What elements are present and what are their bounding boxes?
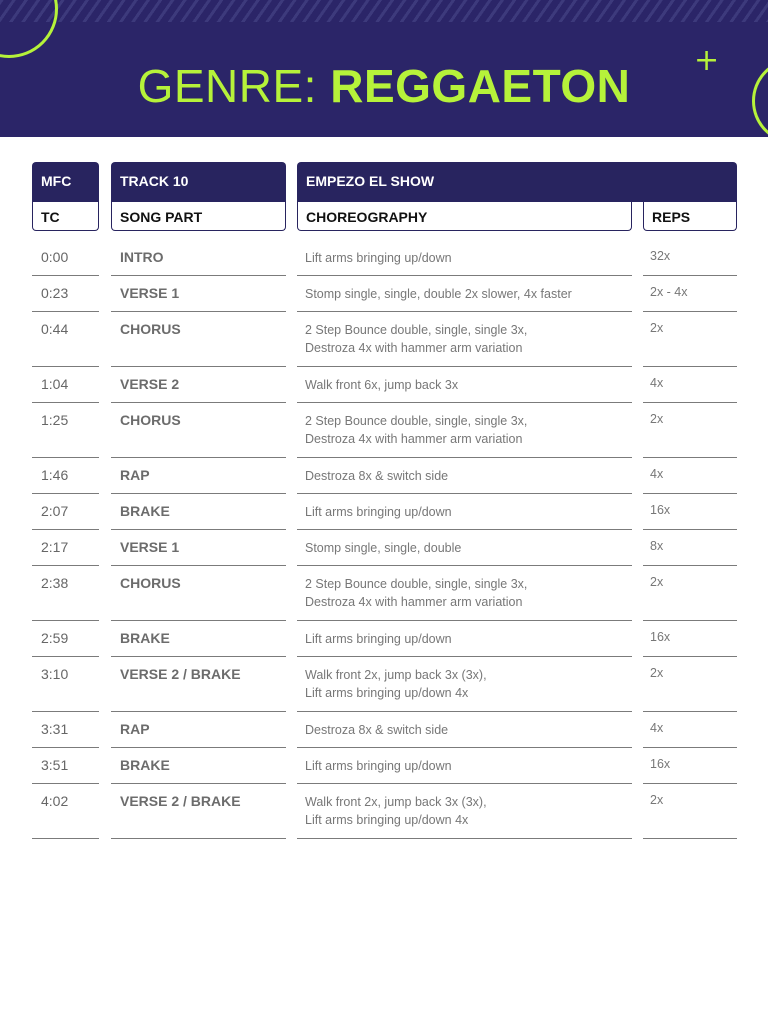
choreography-cell [297, 276, 632, 312]
track-header: TRACK 10 [111, 162, 286, 202]
page-title [0, 58, 768, 114]
reps-cell: 2x [643, 566, 737, 621]
table-row [0, 784, 768, 839]
table-row [0, 240, 768, 276]
reps-cell: 32x [643, 240, 737, 276]
choreography-cell [297, 621, 632, 657]
reps-cell: 2x - 4x [643, 276, 737, 312]
timecode-cell: 4:02 [32, 784, 99, 839]
reps-column-header: REPS [643, 202, 737, 231]
choreography-cell [297, 403, 632, 458]
choreography-cell [297, 458, 632, 494]
timecode-cell: 3:51 [32, 748, 99, 784]
choreography-line: Walk front 2x, jump back 3x (3x), [305, 795, 487, 809]
table-row [0, 530, 768, 566]
reps-cell: 16x [643, 748, 737, 784]
choreography-line: Destroza 8x & switch side [305, 469, 449, 483]
choreography-line: Lift arms bringing up/down [305, 632, 452, 646]
song-part-cell: BRAKE [111, 748, 286, 784]
choreography-line: Lift arms bringing up/down 4x [305, 686, 469, 700]
choreography-line: Walk front 2x, jump back 3x (3x), [305, 668, 487, 682]
reps-cell: 2x [643, 657, 737, 712]
timecode-cell: 2:17 [32, 530, 99, 566]
table-row [0, 748, 768, 784]
song-part-cell: VERSE 1 [111, 530, 286, 566]
choreography-cell [297, 566, 632, 621]
choreography-table [0, 240, 768, 839]
timecode-cell: 1:04 [32, 367, 99, 403]
timecode-cell: 2:59 [32, 621, 99, 657]
timecode-cell: 1:25 [32, 403, 99, 458]
timecode-cell: 0:44 [32, 312, 99, 367]
choreography-cell [297, 784, 632, 839]
table-row [0, 276, 768, 312]
song-part-cell: CHORUS [111, 312, 286, 367]
reps-cell: 16x [643, 621, 737, 657]
reps-cell: 2x [643, 312, 737, 367]
reps-cell: 4x [643, 712, 737, 748]
table-row [0, 657, 768, 712]
choreography-line: Destroza 4x with hammer arm variation [305, 595, 523, 609]
song-part-cell: CHORUS [111, 403, 286, 458]
title-prefix: GENRE: [137, 60, 331, 112]
choreography-cell [297, 494, 632, 530]
choreography-cell [297, 367, 632, 403]
table-row [0, 458, 768, 494]
table-row [0, 403, 768, 458]
tc-column-header: TC [32, 202, 99, 231]
choreography-line: Stomp single, single, double 2x slower, 4x faster [305, 287, 572, 301]
choreography-line: 2 Step Bounce double, single, single 3x, [305, 577, 528, 591]
choreography-line: Destroza 4x with hammer arm variation [305, 432, 523, 446]
choreography-line: Lift arms bringing up/down [305, 251, 452, 265]
circle-decoration-icon [0, 0, 58, 58]
choreography-line: 2 Step Bounce double, single, single 3x, [305, 414, 528, 428]
timecode-cell: 0:00 [32, 240, 99, 276]
table-row [0, 621, 768, 657]
reps-cell: 8x [643, 530, 737, 566]
song-part-cell: VERSE 1 [111, 276, 286, 312]
song-part-cell: BRAKE [111, 621, 286, 657]
timecode-cell: 2:07 [32, 494, 99, 530]
stripe-pattern [0, 0, 768, 22]
song-part-cell: VERSE 2 / BRAKE [111, 657, 286, 712]
table-row [0, 367, 768, 403]
table-row [0, 712, 768, 748]
reps-cell: 4x [643, 458, 737, 494]
plus-decoration-icon: + [694, 43, 720, 78]
reps-cell: 4x [643, 367, 737, 403]
song-part-cell: RAP [111, 712, 286, 748]
choreography-cell [297, 530, 632, 566]
song-part-cell: VERSE 2 / BRAKE [111, 784, 286, 839]
timecode-cell: 0:23 [32, 276, 99, 312]
timecode-cell: 1:46 [32, 458, 99, 494]
choreography-cell [297, 657, 632, 712]
song-part-cell: CHORUS [111, 566, 286, 621]
show-title-header: EMPEZO EL SHOW [297, 162, 737, 202]
mfc-header: MFC [32, 162, 99, 202]
choreography-column-header: CHOREOGRAPHY [297, 202, 632, 231]
song-part-cell: INTRO [111, 240, 286, 276]
timecode-cell: 3:10 [32, 657, 99, 712]
choreography-line: Lift arms bringing up/down [305, 759, 452, 773]
choreography-line: Lift arms bringing up/down [305, 505, 452, 519]
choreography-line: Lift arms bringing up/down 4x [305, 813, 469, 827]
table-row [0, 494, 768, 530]
choreography-line: Destroza 4x with hammer arm variation [305, 341, 523, 355]
title-genre: REGGAETON [330, 60, 631, 112]
table-row [0, 312, 768, 367]
choreography-line: Stomp single, single, double [305, 541, 462, 555]
choreography-cell [297, 240, 632, 276]
choreography-line: 2 Step Bounce double, single, single 3x, [305, 323, 528, 337]
reps-cell: 2x [643, 403, 737, 458]
song-part-cell: RAP [111, 458, 286, 494]
song-part-cell: VERSE 2 [111, 367, 286, 403]
choreography-cell [297, 748, 632, 784]
choreography-cell [297, 312, 632, 367]
header-banner [0, 0, 768, 137]
timecode-cell: 2:38 [32, 566, 99, 621]
choreography-line: Destroza 8x & switch side [305, 723, 449, 737]
reps-cell: 2x [643, 784, 737, 839]
choreography-line: Walk front 6x, jump back 3x [305, 378, 459, 392]
reps-cell: 16x [643, 494, 737, 530]
timecode-cell: 3:31 [32, 712, 99, 748]
table-row [0, 566, 768, 621]
choreography-cell [297, 712, 632, 748]
song-part-column-header: SONG PART [111, 202, 286, 231]
song-part-cell: BRAKE [111, 494, 286, 530]
